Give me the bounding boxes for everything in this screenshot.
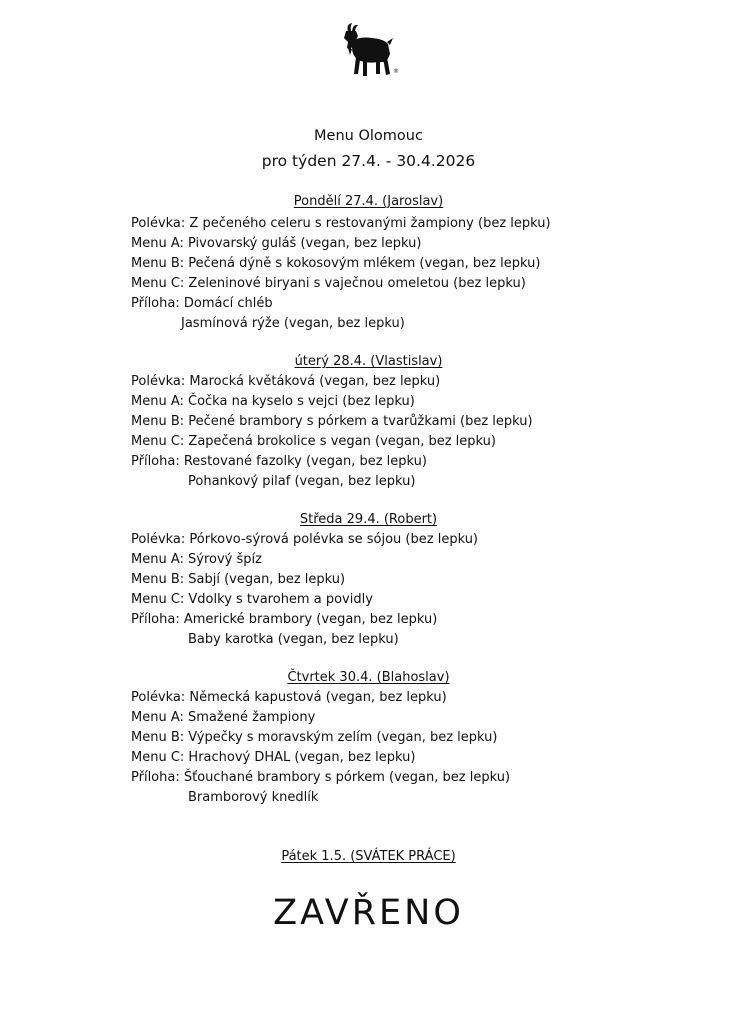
menu-line: Pohankový pilaf (vegan, bez lepku) bbox=[188, 474, 416, 489]
menu-line: Příloha: Domácí chléb bbox=[131, 296, 273, 311]
day-heading-text: Pátek 1.5. (SVÁTEK PRÁCE) bbox=[281, 849, 456, 864]
menu-line: Baby karotka (vegan, bez lepku) bbox=[188, 632, 399, 647]
menu-line: Příloha: Šťouchané brambory s pórkem (vegan, bez lepku) bbox=[131, 770, 511, 785]
day-heading-text: úterý 28.4. (Vlastislav) bbox=[294, 354, 443, 369]
menu-line: Polévka: Pórkovo-sýrová polévka se sójou (bez lepku) bbox=[131, 532, 479, 547]
menu-line: Menu A: Čočka na kyselo s vejci (bez lepku) bbox=[131, 394, 415, 409]
day-heading-text: Středa 29.4. (Robert) bbox=[299, 512, 438, 527]
closed-notice: ZAVŘENO bbox=[273, 893, 464, 933]
menu-line: Jasmínová rýže (vegan, bez lepku) bbox=[181, 316, 405, 331]
menu-line: Příloha: Americké brambory (vegan, bez lepku) bbox=[131, 612, 438, 627]
menu-line: Menu B: Výpečky s moravským zelím (vegan, bez lepku) bbox=[131, 730, 498, 745]
menu-line: Menu A: Smažené žampiony bbox=[131, 710, 316, 725]
goat-logo-icon bbox=[338, 22, 400, 80]
menu-line: Polévka: Z pečeného celeru s restovanými žampiony (bez lepku) bbox=[131, 216, 551, 231]
menu-title: Menu Olomouc bbox=[314, 128, 423, 144]
menu-line: Polévka: Marocká květáková (vegan, bez lepku) bbox=[131, 374, 441, 389]
menu-line: Menu C: Vdolky s tvarohem a povidly bbox=[131, 592, 373, 607]
menu-line: Menu B: Pečené brambory s pórkem a tvarůžkami (bez lepku) bbox=[131, 414, 533, 429]
menu-week: pro týden 27.4. - 30.4.2026 bbox=[261, 152, 476, 170]
menu-line: Menu C: Hrachový DHAL (vegan, bez lepku) bbox=[131, 750, 416, 765]
goat-logo-svg bbox=[338, 22, 400, 80]
menu-line: Menu A: Pivovarský guláš (vegan, bez lepku) bbox=[131, 236, 422, 251]
menu-line: Příloha: Restované fazolky (vegan, bez lepku) bbox=[131, 454, 427, 469]
menu-line: Menu B: Sabjí (vegan, bez lepku) bbox=[131, 572, 346, 587]
day-heading-monday bbox=[0, 194, 737, 209]
day-heading-text: Čtvrtek 30.4. (Blahoslav) bbox=[287, 670, 450, 685]
menu-line: Polévka: Německá kapustová (vegan, bez lepku) bbox=[131, 690, 447, 705]
menu-line: Menu C: Zapečená brokolice s vegan (vegan, bez lepku) bbox=[131, 434, 496, 449]
day-heading-friday bbox=[0, 849, 737, 864]
day-heading-wednesday bbox=[0, 512, 737, 527]
day-heading-tuesday bbox=[0, 354, 737, 369]
day-heading-text: Pondělí 27.4. (Jaroslav) bbox=[293, 194, 444, 209]
menu-line: Menu C: Zeleninové biryani s vaječnou omeletou (bez lepku) bbox=[131, 276, 526, 291]
menu-line: Bramborový knedlík bbox=[188, 790, 319, 805]
menu-line: Menu A: Sýrový špíz bbox=[131, 552, 262, 567]
menu-line: Menu B: Pečená dýně s kokosovým mlékem (vegan, bez lepku) bbox=[131, 256, 541, 271]
day-heading-thursday bbox=[0, 670, 737, 685]
registered-mark: ® bbox=[393, 68, 399, 75]
